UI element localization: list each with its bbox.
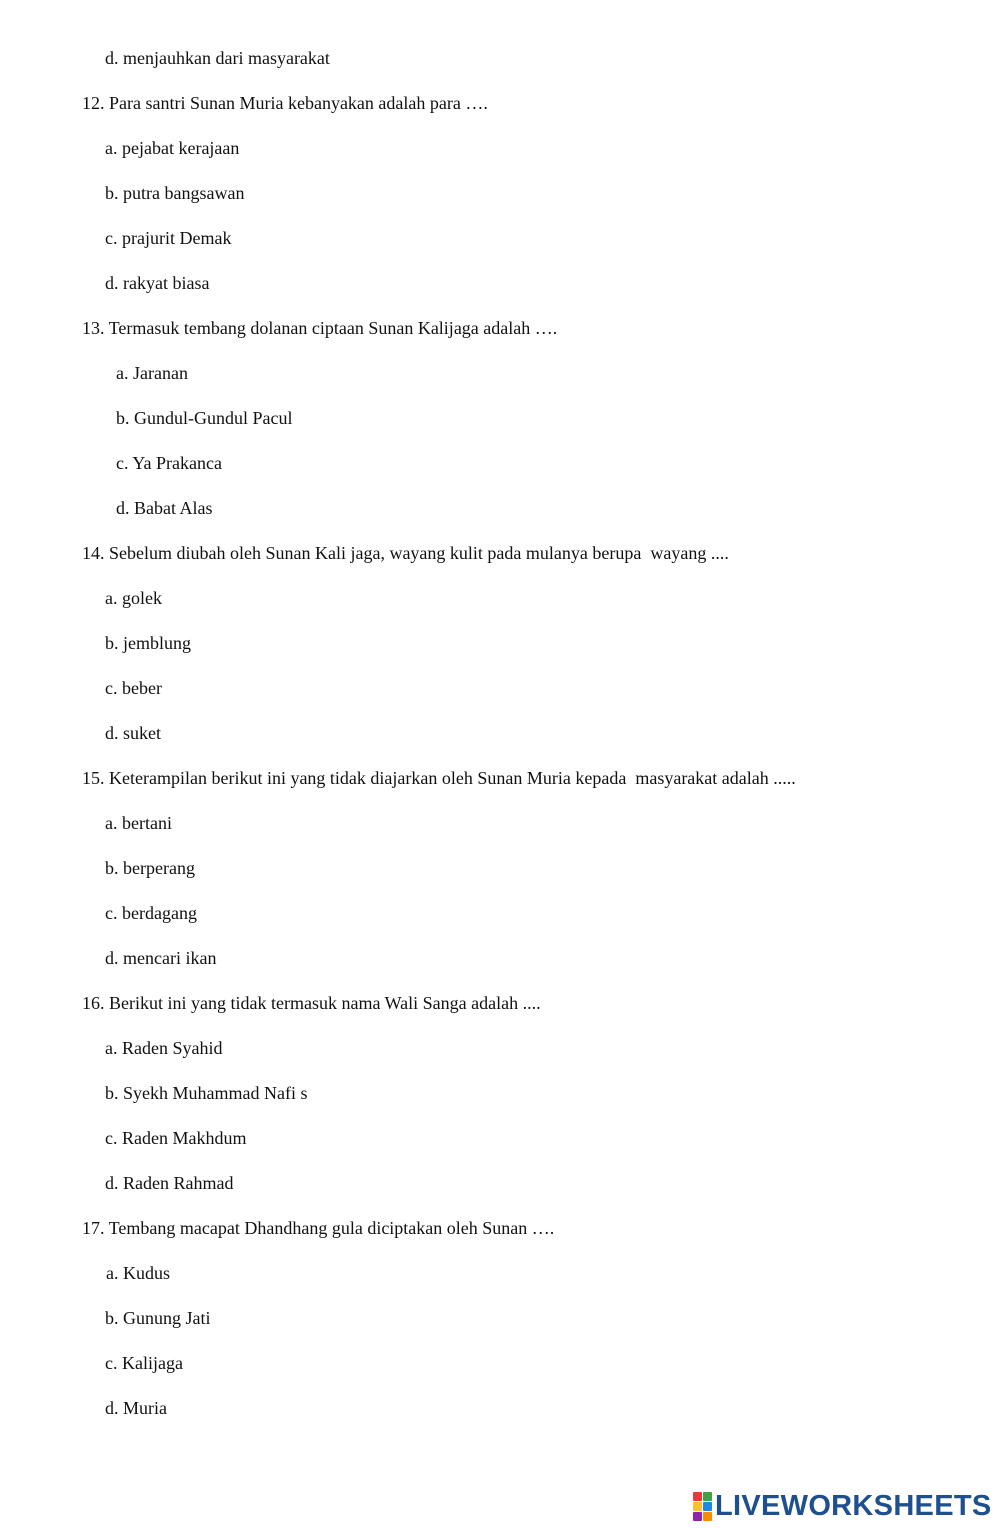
- option-d-q16: d. Raden Rahmad: [105, 1173, 234, 1193]
- liveworksheets-logo[interactable]: [693, 1490, 992, 1523]
- logo-block-5: [693, 1512, 702, 1521]
- option-c-q15: c. berdagang: [105, 903, 197, 923]
- logo-block-6: [703, 1512, 712, 1521]
- option-b-q12: b. putra bangsawan: [105, 183, 245, 203]
- option-b-q13: b. Gundul-Gundul Pacul: [116, 408, 293, 428]
- liveworksheets-logo-icon: [693, 1492, 712, 1521]
- option-a-q14: a. golek: [105, 588, 162, 608]
- option-b-q16: b. Syekh Muhammad Nafi s: [105, 1083, 308, 1103]
- option-d-q12: d. rakyat biasa: [105, 273, 210, 293]
- question-12: 12. Para santri Sunan Muria kebanyakan adalah para ….: [82, 93, 488, 113]
- option-c-q13: c. Ya Prakanca: [116, 453, 222, 473]
- option-a-q12: a. pejabat kerajaan: [105, 138, 240, 158]
- option-c-q14: c. beber: [105, 678, 162, 698]
- logo-text: LIVEWORKSHEETS: [715, 1490, 992, 1522]
- option-a-q17: a. Kudus: [106, 1263, 170, 1283]
- option-d-q11: d. menjauhkan dari masyarakat: [105, 48, 330, 68]
- option-a-q16: a. Raden Syahid: [105, 1038, 223, 1058]
- option-a-q15: a. bertani: [105, 813, 172, 833]
- question-15: 15. Keterampilan berikut ini yang tidak diajarkan oleh Sunan Muria kepada masyarakat adalah .....: [82, 768, 796, 788]
- question-16: 16. Berikut ini yang tidak termasuk nama Wali Sanga adalah ....: [82, 993, 541, 1013]
- option-d-q15: d. mencari ikan: [105, 948, 217, 968]
- logo-block-3: [693, 1502, 702, 1511]
- option-b-q14: b. jemblung: [105, 633, 191, 653]
- option-b-q15: b. berperang: [105, 858, 195, 878]
- option-b-q17: b. Gunung Jati: [105, 1308, 211, 1328]
- option-c-q16: c. Raden Makhdum: [105, 1128, 247, 1148]
- option-a-q13: a. Jaranan: [116, 363, 188, 383]
- option-c-q17: c. Kalijaga: [105, 1353, 183, 1373]
- option-d-q13: d. Babat Alas: [116, 498, 213, 518]
- logo-block-4: [703, 1502, 712, 1511]
- logo-block-2: [703, 1492, 712, 1501]
- option-d-q17: d. Muria: [105, 1398, 167, 1418]
- question-17: 17. Tembang macapat Dhandhang gula diciptakan oleh Sunan ….: [82, 1218, 555, 1238]
- question-13: 13. Termasuk tembang dolanan ciptaan Sunan Kalijaga adalah ….: [82, 318, 558, 338]
- logo-block-1: [693, 1492, 702, 1501]
- question-14: 14. Sebelum diubah oleh Sunan Kali jaga, wayang kulit pada mulanya berupa wayang ....: [82, 543, 729, 563]
- option-d-q14: d. suket: [105, 723, 161, 743]
- option-c-q12: c. prajurit Demak: [105, 228, 232, 248]
